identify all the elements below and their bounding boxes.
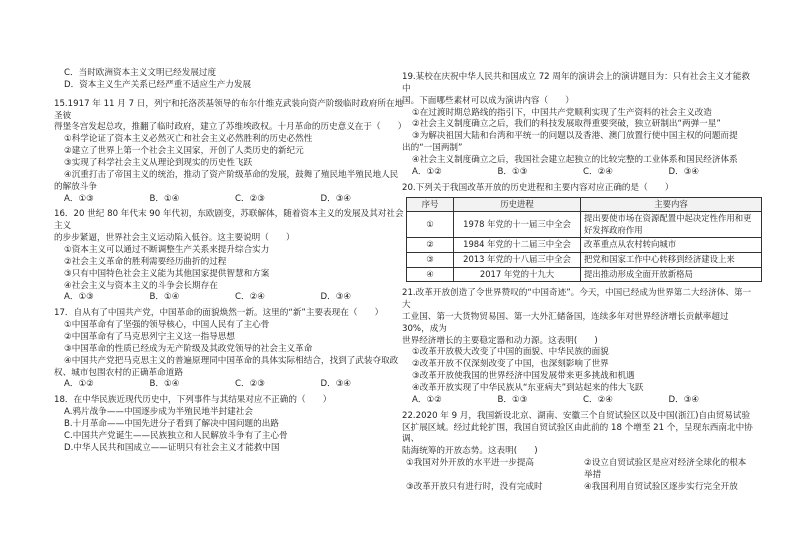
q19-choice-d[interactable]: D．③④ <box>668 166 700 177</box>
question-15 <box>54 99 406 206</box>
q20-header-index: 序号 <box>407 197 454 212</box>
q16-choices <box>54 292 406 304</box>
q21-choice-c[interactable]: C．②④ <box>583 394 614 405</box>
q20-row3-index: ③ <box>407 252 454 267</box>
q21-stem-2: 工业国、第一大货物贸易国、第一大外汇储备国，连续多年对世界经济增长贡献率超过 30%，成为 <box>402 311 729 334</box>
q22-stem-3: 陆海统筹的开放态势。这表明( ) <box>402 446 538 457</box>
table-row <box>407 252 762 267</box>
q20-row1-content: 提出要使市场在资源配置中起决定性作用和更好发挥政府作用 <box>581 212 762 238</box>
q15-item-4: ④沉重打击了帝国主义的统治，推动了资产阶级革命的发展，鼓舞了殖民地半殖民地人民 <box>64 169 399 180</box>
q17-item-1: ①中国革命有了坚强的领导核心，中国人民有了主心骨 <box>64 320 270 331</box>
q21-stem-3: 世界经济增长的主要稳定器和动力源。这表明( ) <box>402 335 598 346</box>
table-row <box>407 267 762 282</box>
q19-item-4: ④社会主义制度确立之后，我国社会建立起独立的比较完整的工业体系和国民经济体系 <box>412 155 738 166</box>
q17-choices <box>54 379 406 391</box>
q21-choice-d[interactable]: D．③④ <box>668 394 700 405</box>
q15-item-2: ②建立了世界上第一个社会主义国家，开创了人类历史的新纪元 <box>64 146 304 157</box>
question-18 <box>54 395 406 454</box>
q18-option-a[interactable]: A.鸦片战争——中国逐步成为半殖民地半封建社会 <box>64 407 253 418</box>
q20-row3-process: 2013 年党的十八届三中全会 <box>454 252 581 267</box>
q14-option-d: D．资本主义生产关系已经严重不适应生产力发展 <box>64 79 252 90</box>
right-column <box>402 72 754 494</box>
left-column <box>54 68 406 455</box>
question-19 <box>402 72 754 179</box>
q19-item-1: ①在过渡时期总路线的指引下，中国共产党顺利实现了生产资料的社会主义改造 <box>412 107 712 118</box>
q15-item-4-cont: 的解放斗争 <box>54 181 97 192</box>
q17-item-3: ③中国革命的性质已经成为无产阶级及其政党领导的社会主义革命 <box>64 343 313 354</box>
q16-choice-b[interactable]: B．①④ <box>149 292 180 303</box>
q18-option-c[interactable]: C.中国共产党诞生——民族独立和人民解放斗争有了主心骨 <box>64 430 288 441</box>
q20-row1-process: 1978 年党的十一届三中全会 <box>454 212 581 238</box>
q19-item-2: ②社会主义制度确立之后，我们的科技发展取得重要突破，独立研制出“两弹一星” <box>412 119 721 130</box>
q18-option-b[interactable]: B.十月革命——中国先进分子看到了解决中国问题的出路 <box>64 419 279 430</box>
table-row <box>407 238 762 253</box>
q19-choice-c[interactable]: C．②④ <box>583 166 614 177</box>
q17-choice-b[interactable]: B．①④ <box>149 379 180 390</box>
q15-stem-1: 15.1917 年 11 月 7 日，列宁和托洛茨基领导的布尔什维克武装向资产阶级临时政府所在地圣彼 <box>54 98 404 121</box>
q20-row4-index: ④ <box>407 267 454 282</box>
q18-stem-1: 18．在中华民族近现代历史中，下列事件与其结果对应不正确的（ ） <box>54 395 332 406</box>
q20-row3-content: 把党和国家工作中心转移到经济建设上来 <box>581 252 762 267</box>
question-21 <box>402 288 754 407</box>
q22-item-2: ②设立自贸试验区是应对经济全球化的根本举措 <box>584 458 747 481</box>
q22-stem-1: 22.2020 年 9 月，我国新设北京、湖南、安徽三个自贸试验区以及中国(浙江)自由贸易试验 <box>402 410 751 421</box>
q20-row4-content: 提出推动形成全面开放新格局 <box>581 267 762 282</box>
question-22 <box>402 411 754 494</box>
q19-choice-a[interactable]: A．①② <box>412 166 442 177</box>
q15-choice-b[interactable]: B．①④ <box>149 193 180 204</box>
q17-stem-1: 17．自从有了中国共产党，中国革命的面貌焕然一新。这里的“新”主要表现在（ ） <box>54 308 384 319</box>
q20-row2-index: ② <box>407 238 454 253</box>
q17-choice-a[interactable]: A．①② <box>64 379 94 390</box>
q20-header-process: 历史进程 <box>454 197 581 212</box>
q16-stem-1: 16．20 世纪 80 年代末 90 年代初，东欧剧变，苏联解体，随着资本主义的发展及其对社会主义 <box>54 209 404 232</box>
table-row <box>407 212 762 238</box>
question-17 <box>54 308 406 391</box>
q20-row4-process: 2017 年党的十九大 <box>454 267 581 282</box>
q21-item-1: ①改革开放极大改变了中国的面貌、中华民族的面貌 <box>412 347 609 358</box>
q18-option-d[interactable]: D.中华人民共和国成立——证明只有社会主义才能救中国 <box>64 442 280 453</box>
q21-choices <box>402 395 754 407</box>
q17-item-4: ④中国共产党把马克思主义的普遍原理同中国革命的具体实际相结合，找到了武装夺取政 <box>64 355 399 366</box>
q15-choice-a[interactable]: A．①③ <box>64 193 94 204</box>
q20-header-content: 主要内容 <box>581 197 762 212</box>
q19-item-3-cont: 出的“一国两制” <box>402 143 463 154</box>
q19-choice-b[interactable]: B．①③ <box>497 166 528 177</box>
q22-item-4: ④我国利用自贸试验区逐步实行完全开放 <box>584 481 738 492</box>
q16-item-3: ③只有中国特色社会主义能为其他国家提供智慧和方案 <box>64 268 270 279</box>
q16-item-4: ④社会主义与资本主义的斗争会长期存在 <box>64 280 218 291</box>
question-16 <box>54 209 406 304</box>
q17-choice-d[interactable]: D．③④ <box>320 379 352 390</box>
q15-stem-2: 得堡冬宫发起总攻，推翻了临时政府，建立了苏维埃政权。十月革命的历史意义在于（ ） <box>54 122 407 133</box>
question-20 <box>402 183 754 282</box>
q21-stem-1: 21.改革开放创造了令世界赞叹的“中国奇迹”。今天，中国已经成为世界第二大经济体、第一大 <box>402 288 752 311</box>
q15-choices <box>54 194 406 206</box>
q21-choice-b[interactable]: B．①③ <box>497 394 528 405</box>
q16-stem-2: 的步步紧逼，世界社会主义运动陷入低谷。这主要说明（ ） <box>54 233 295 244</box>
q22-item-1: ①我国对外开放的水平进一步提高 <box>406 458 535 469</box>
q21-choice-a[interactable]: A．①② <box>412 394 442 405</box>
q16-item-2: ②社会主义革命的胜利需要经历曲折的过程 <box>64 256 227 267</box>
q21-item-3: ③改革开放使我国的世界经济中国发展带来更多挑战和机遇 <box>412 371 635 382</box>
q20-stem: 20.下列关于我国改革开放的历史进程和主要内容对应正确的是（ ） <box>402 182 674 193</box>
q21-item-2: ②改革开放不仅深刻改变了中国，也深刻影响了世界 <box>412 359 609 370</box>
q15-item-3: ③实现了科学社会主义从理论到现实的历史性飞跃 <box>64 158 253 169</box>
q20-table-header <box>407 197 762 212</box>
q17-item-4-cont: 权、城市包围农村的正确革命道路 <box>54 367 183 378</box>
q19-item-3: ③为解决祖国大陆和台湾和平统一的问题以及香港、澳门放置行使中国主权的问题而提 <box>412 131 738 142</box>
q19-choices <box>402 167 754 179</box>
q16-choice-c[interactable]: C．②④ <box>235 292 266 303</box>
q19-stem-1: 19.某校在庆祝中华人民共和国成立 72 周年的演讲会上的演讲题目为：只有社会主义才能救中 <box>402 72 751 94</box>
q14-option-c: C．当时欧洲资本主义文明已经发展过度 <box>64 68 217 78</box>
q15-choice-d[interactable]: D．③④ <box>320 193 352 204</box>
q17-choice-c[interactable]: C．②③ <box>235 379 266 390</box>
q20-row2-content: 改革重点从农村转向城市 <box>581 238 762 253</box>
q19-stem-2: 国。下面哪些素材可以成为演讲内容（ ） <box>402 95 574 106</box>
q16-choice-a[interactable]: A．①③ <box>64 292 94 303</box>
q16-item-1: ①资本主义可以通过不断调整生产关系来提升综合实力 <box>64 245 270 256</box>
q20-row1-index: ① <box>407 212 454 238</box>
q15-item-1: ①科学论证了资本主义必然灭亡和社会主义必然胜利的历史必然性 <box>64 134 313 145</box>
q20-row2-process: 1984 年党的十二届三中全会 <box>454 238 581 253</box>
q20-table <box>406 197 762 283</box>
q22-stem-2: 区扩展区域。经过此轮扩围，我国自贸试验区由此前的 18 个增至 21 个，呈现东西南北中协调、 <box>402 422 753 445</box>
q16-choice-d[interactable]: D．③④ <box>320 292 352 303</box>
q22-items <box>402 458 754 494</box>
q17-item-2: ②中国革命有了马克思列宁主义这一指导思想 <box>64 332 235 343</box>
q15-choice-c[interactable]: C．②③ <box>235 193 266 204</box>
q21-item-4: ④改革开放实现了中华民族从“东亚病夫”到站起来的伟大飞跃 <box>412 383 644 394</box>
q22-item-3: ③改革开放只有进行时，没有完成时 <box>406 481 543 492</box>
